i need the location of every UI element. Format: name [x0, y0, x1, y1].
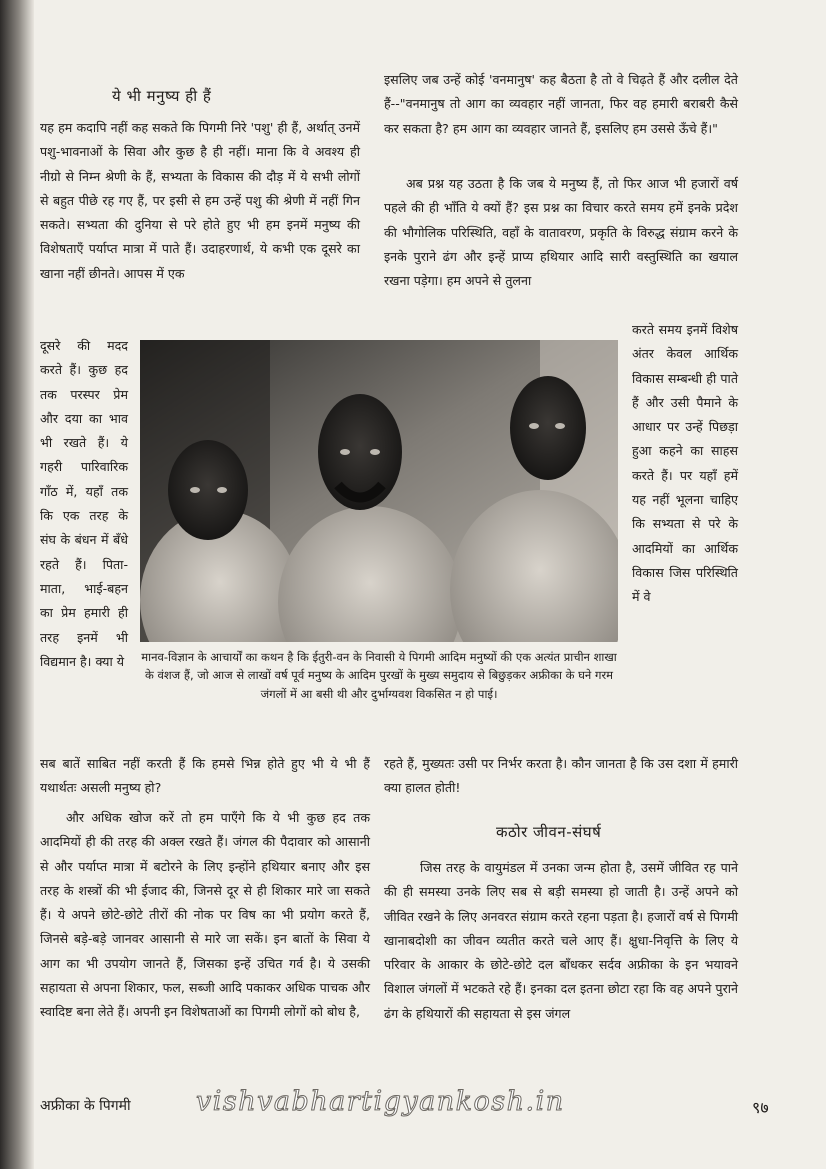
running-footer: अफ्रीका के पिगमी: [40, 1098, 131, 1114]
right-paragraph-3: जिस तरह के वायुमंडल में उनका जन्म होता है, उसमें जीवित रह पाने की ही समस्या उनके लिए सब से बड़ी समस्या हो जाती है। उन्हें अपने को जीवित रखने के लिए अनवरत संग्राम करते रहना पड़ता है। हजारों वर्ष से पिगमी खानाबदोशी का जीवन व्यतीत करते चले आए हैं। क्षुधा-निवृत्ति के लिए ये परिवार के आकार के छोटे-छोटे दल बाँधकर सर्दव अफ्रीका के इन भयावने विशाल जंगलों में भटकते रहे हैं। इनका दल इतना छोटा रहा कि वह अपने पुराने ढंग के हथियारों की सहायता से इस जंगल: [384, 860, 739, 1021]
binding-shadow: [0, 0, 34, 1169]
watermark: vishvabhartigyankosh.in: [196, 1086, 565, 1117]
right-paragraph-2: अब प्रश्न यह उठता है कि जब ये मनुष्य हैं, तो फिर आज भी हजारों वर्ष पहले की ही भाँति ये क्यों हैं? इस प्रश्न का विचार करते समय हमें इनके प्रदेश की भौगोलिक परिस्थिति, वहाँ के वातावरण, प्रकृति के विरुद्ध संग्राम करने के इनके पुराने ढंग और इन्हें प्राप्य हथियार आदि सारी वस्तुस्थिति का खयाल रखना पड़ेगा। हम अपने से तुलना: [384, 176, 738, 289]
photo-illustration: [140, 340, 618, 642]
photo-caption: मानव-विज्ञान के आचार्यों का कथन है कि ईतुरी-वन के निवासी ये पिगमी आदिम मनुष्यों की एक अत्यंत प्राचीन शाखा के वंशज हैं, जो आज से लाखों वर्ष पूर्व मनुष्य के आदिम पुरखों के मुख्य समुदाय से बिछुड़कर अफ्रीका के घने गरम जंगलों में आ बसी थी और दुर्भाग्यवश विकसित न हो पाई।: [141, 650, 617, 701]
left-paragraph-2: और अधिक खोज करें तो हम पाएँगे कि ये भी कुछ हद तक आदमियों ही की तरह की अक्ल रखते हैं। जंगल की पैदावार को आसानी से और पर्याप्त मात्रा में बटोरने के लिए इन्होंने हथियार बनाए और इस तरह के शस्त्रों की भी ईजाद की, जिनसे दूर से ही शिकार मारे जा सकते हैं। ये अपने छोटे-छोटे तीरों की नोक पर विष का भी प्रयोग करते हैं, जिनसे बड़े-बड़े जानवर आसानी से मारे जा सकें। इन बातों के सिवा ये आग का भी उपयोग जानते हैं, जिसका इन्हें उचित गर्व है। ये उसकी सहायता से अपना शिकार, फल, सब्जी आदि पकाकर अधिक पाचक और स्वादिष्ट बना लेते हैं। अपनी इन विशेषताओं का पिगमी लोगों को बोध है,: [40, 810, 370, 1020]
section-title-right: कठोर जीवन-संघर्ष: [496, 823, 602, 841]
page-number: ९७: [752, 1098, 769, 1117]
section-title-left: ये भी मनुष्य ही हैं: [112, 87, 212, 105]
right-paragraph-2-narrow: करते समय इनमें विशेष अंतर केवल आर्थिक विकास सम्बन्धी ही पाते हैं और उसी पैमाने के आधार पर उन्हें पिछड़ा हुआ कहने का साहस करते हैं। पर यहाँ हमें यह नहीं भूलना चाहिए कि सभ्यता से परे के आदमियों का आर्थिक विकास जिस परिस्थिति में वे: [632, 322, 738, 605]
left-paragraph-1: यह हम कदापि नहीं कह सकते कि पिगमी निरे 'पशु' ही हैं, अर्थात् उनमें पशु-भावनाओं के सिवा और कुछ है ही नहीं। माना कि वे अवश्य ही नीग्रो से निम्न श्रेणी के हैं, सभ्यता के विकास की दौड़ में ये सभी लोगों से बहुत पीछे रह गए हैं, पर इसी से हम उन्हें पशु की श्रेणी में नहीं गिन सकते। सभ्यता की दुनिया से परे होते हुए भी हम इनमें मनुष्य की विशेषताएँ पर्याप्त मात्रा में पाते हैं। उदाहरणार्थ, ये कभी एक दूसरे का खाना नहीं छीनते। आपस में एक: [40, 120, 360, 281]
pygmy-photograph: [140, 340, 618, 642]
right-paragraph-1: इसलिए जब उन्हें कोई 'वनमानुष' कह बैठता है तो वे चिढ़ते हैं और दलील देते हैं--"वनमानुष तो आग का व्यवहार नहीं जानता, फिर वह हमारी बराबरी कैसे कर सकता है? हम आग का व्यवहार जानते हैं, इसलिए हम उससे ऊँचे हैं।": [384, 72, 738, 136]
right-paragraph-2-end: रहते हैं, मुख्यतः उसी पर निर्भर करता है। कौन जानता है कि उस दशा में हमारी क्या हालत होती!: [384, 756, 738, 796]
left-paragraph-1-end: सब बातें साबित नहीं करती हैं कि हमसे भिन्न होते हुए भी ये भी हैं यथार्थतः असली मनुष्य हो?: [40, 756, 370, 796]
left-paragraph-1-narrow: दूसरे की मदद करते हैं। कुछ हद तक परस्पर प्रेम और दया का भाव भी रखते हैं। ये गहरी पारिवारिक गाँठ में, यहाँ तक कि एक तरह के संघ के बंधन में बँधे रहते हैं। पिता-माता, भाई-बहन का प्रेम हमारी ही तरह इनमें भी विद्यमान है। क्या ये: [40, 338, 128, 669]
